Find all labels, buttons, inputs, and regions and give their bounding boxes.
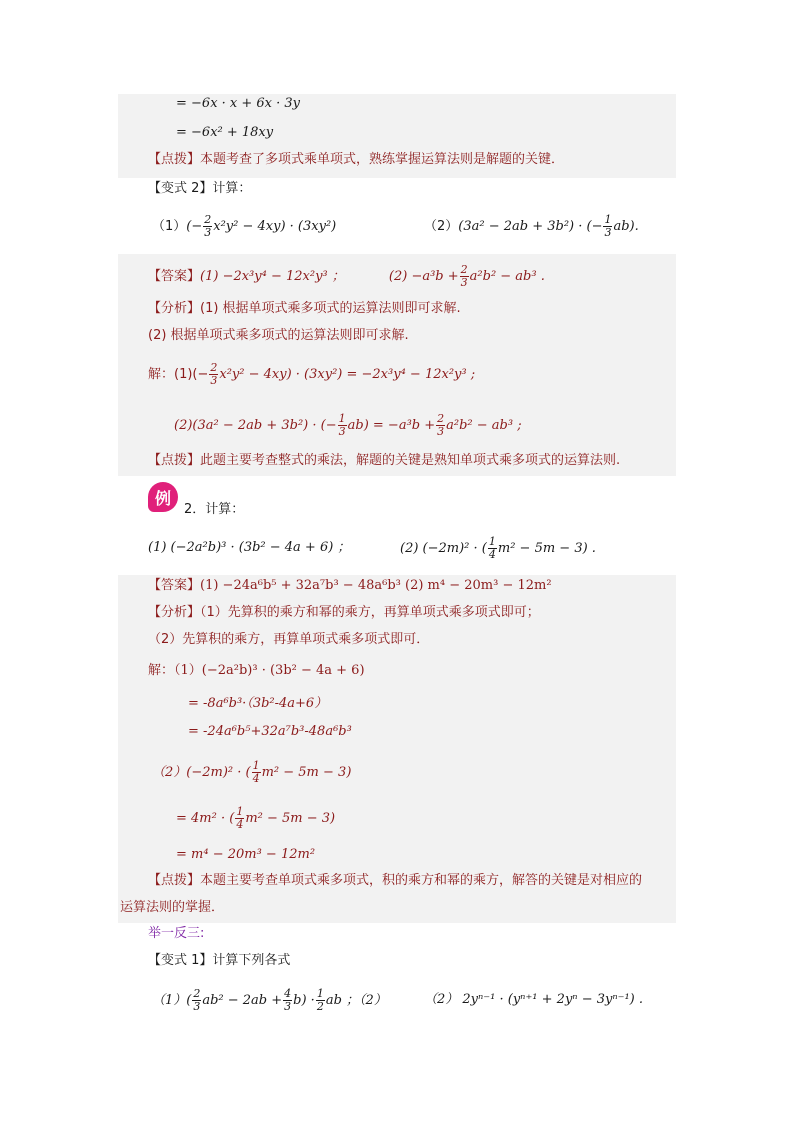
- fraction: $\frac{1}{4}$: [252, 759, 260, 785]
- solution-step: = m⁴ − 20m³ − 12m²: [176, 847, 316, 862]
- question-2: （2） 2yⁿ⁻¹ · (yⁿ⁺¹ + 2yⁿ − 3yⁿ⁻¹) .: [424, 992, 644, 1007]
- analysis-line: （2）先算积的乘方，再算单项式乘多项式即可．: [148, 632, 430, 647]
- question-1: （1）( $\frac{2}{3}$ ab² − 2ab + $\frac{4}{3}$ b) · $\frac{1}{2}$ ab ；（2）: [152, 987, 387, 1013]
- example-title: 2．计算：: [184, 502, 245, 517]
- answer-line: 【答案】(1) −24a⁶b⁵ + 32a⁷b³ − 48a⁶b³ (2) m⁴ − 20m³ − 12m²: [148, 578, 552, 593]
- answer-line: 【答案】(1) −2x³y⁴ − 12x²y³ ； (2) −a³b + $\frac{2}{3}$ a²b² − ab³ .: [148, 263, 545, 289]
- fraction: $\frac{1}{4}$: [488, 535, 496, 561]
- tip-text: 运算法则的掌握．: [120, 900, 225, 915]
- fraction: $\frac{1}{2}$: [316, 987, 324, 1013]
- solution-line: （2）(−2m)² · ( $\frac{1}{4}$ m² − 5m − 3): [152, 759, 352, 785]
- solution-line: 解：(1)(− $\frac{2}{3}$ x²y² − 4xy) · (3xy²) = −2x³y⁴ − 12x²y³ ;: [148, 361, 476, 387]
- solution-line: 解：（1）(−2a²b)³ · (3b² − 4a + 6): [148, 663, 365, 678]
- fraction: $\frac{2}{3}$: [210, 361, 218, 387]
- solution-step: = -24a⁶b⁵+32a⁷b³-48a⁶b³: [188, 724, 352, 739]
- variant-title: 【变式 2】计算：: [148, 181, 252, 196]
- fraction: $\frac{2}{3}$: [437, 412, 445, 438]
- solution-step: = -8a⁶b³·（3b²-4a+6）: [188, 696, 328, 711]
- fraction: $\frac{4}{3}$: [284, 987, 292, 1013]
- solution-line: (2)(3a² − 2ab + 3b²) · (− $\frac{1}{3}$ ab) = −a³b + $\frac{2}{3}$ a²b² − ab³ ;: [174, 412, 522, 438]
- question-1: （1）(− $\frac{2}{3}$ x²y² − 4xy) · (3xy²): [152, 213, 337, 239]
- analysis-line: 【分析】(1) 根据单项式乘多项式的运算法则即可求解.: [148, 301, 461, 316]
- solution-step: = 4m² · ( $\frac{1}{4}$ m² − 5m − 3): [176, 805, 336, 831]
- solution-step: = −6x · x + 6x · 3y: [176, 96, 301, 111]
- variant-title: 【变式 1】计算下列各式: [148, 953, 291, 968]
- fraction: $\frac{2}{3}$: [193, 987, 201, 1013]
- question-2: （2）(3a² − 2ab + 3b²) · (− $\frac{1}{3}$ ab).: [424, 213, 639, 239]
- tip-text: 【点拨】此题主要考查整式的乘法，解题的关键是熟知单项式乘多项式的运算法则.: [148, 453, 621, 468]
- fraction: $\frac{1}{4}$: [236, 805, 244, 831]
- question-2: (2) (−2m)² · ( $\frac{1}{4}$ m² − 5m − 3) .: [400, 535, 596, 561]
- section-heading: 举一反三:: [148, 926, 205, 941]
- solution-step: = −6x² + 18xy: [176, 125, 274, 140]
- fraction: $\frac{1}{3}$: [604, 213, 612, 239]
- fraction: $\frac{1}{3}$: [338, 412, 346, 438]
- tip-text: 【点拨】本题考查了多项式乘单项式，熟练掌握运算法则是解题的关键．: [148, 152, 565, 167]
- fraction: $\frac{2}{3}$: [460, 263, 468, 289]
- analysis-line: (2) 根据单项式乘多项式的运算法则即可求解.: [148, 328, 409, 343]
- question-1: (1) (−2a²b)³ · (3b² − 4a + 6) ；: [148, 540, 351, 555]
- fraction: $\frac{2}{3}$: [204, 213, 212, 239]
- analysis-line: 【分析】（1）先算积的乘方和幂的乘方，再算单项式乘多项式即可；: [148, 605, 540, 620]
- answer-band-example2: [118, 575, 676, 923]
- tip-text: 【点拨】本题主要考查单项式乘多项式，积的乘方和幂的乘方，解答的关键是对相应的: [148, 873, 643, 888]
- example-badge-icon: 例: [148, 482, 178, 512]
